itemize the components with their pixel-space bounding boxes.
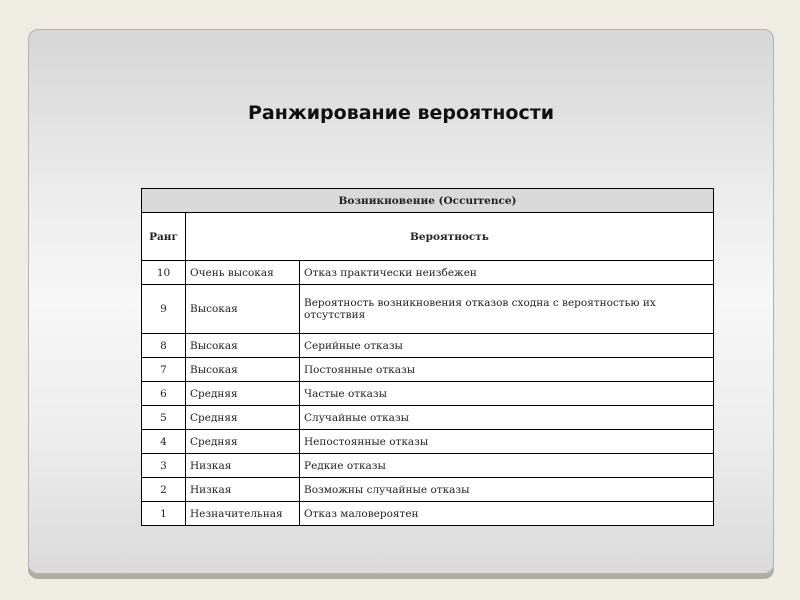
description-cell: Постоянные отказы [300, 358, 714, 382]
table-row [142, 261, 714, 285]
level-cell: Средняя [186, 382, 300, 406]
table-row [142, 502, 714, 526]
table-row [142, 454, 714, 478]
level-cell: Средняя [186, 430, 300, 454]
table-row [142, 430, 714, 454]
column-header-probability: Вероятность [186, 213, 714, 261]
level-cell: Высокая [186, 358, 300, 382]
description-cell: Частые отказы [300, 382, 714, 406]
level-cell: Очень высокая [186, 261, 300, 285]
description-cell: Отказ маловероятен [300, 502, 714, 526]
level-cell: Незначительная [186, 502, 300, 526]
rank-cell: 10 [142, 261, 186, 285]
table-row [142, 285, 714, 334]
table-row [142, 382, 714, 406]
level-cell: Низкая [186, 454, 300, 478]
slide [28, 29, 774, 574]
occurrence-table [141, 188, 714, 526]
rank-cell: 7 [142, 358, 186, 382]
description-cell: Вероятность возникновения отказов сходна с вероятностью их отсутствия [300, 285, 714, 334]
level-cell: Средняя [186, 406, 300, 430]
description-cell: Редкие отказы [300, 454, 714, 478]
description-cell: Непостоянные отказы [300, 430, 714, 454]
description-cell: Отказ практически неизбежен [300, 261, 714, 285]
description-cell: Возможны случайные отказы [300, 478, 714, 502]
level-cell: Высокая [186, 285, 300, 334]
description-cell: Случайные отказы [300, 406, 714, 430]
rank-cell: 1 [142, 502, 186, 526]
table-row [142, 334, 714, 358]
level-cell: Низкая [186, 478, 300, 502]
table-row [142, 358, 714, 382]
table-header: Возникновение (Occurrence) [142, 189, 714, 213]
slide-title: Ранжирование вероятности [247, 102, 555, 124]
description-cell: Серийные отказы [300, 334, 714, 358]
rank-cell: 3 [142, 454, 186, 478]
table-row [142, 478, 714, 502]
column-header-rank: Ранг [142, 213, 186, 261]
level-cell: Высокая [186, 334, 300, 358]
table-row [142, 406, 714, 430]
rank-cell: 9 [142, 285, 186, 334]
rank-cell: 2 [142, 478, 186, 502]
rank-cell: 4 [142, 430, 186, 454]
rank-cell: 8 [142, 334, 186, 358]
rank-cell: 6 [142, 382, 186, 406]
rank-cell: 5 [142, 406, 186, 430]
